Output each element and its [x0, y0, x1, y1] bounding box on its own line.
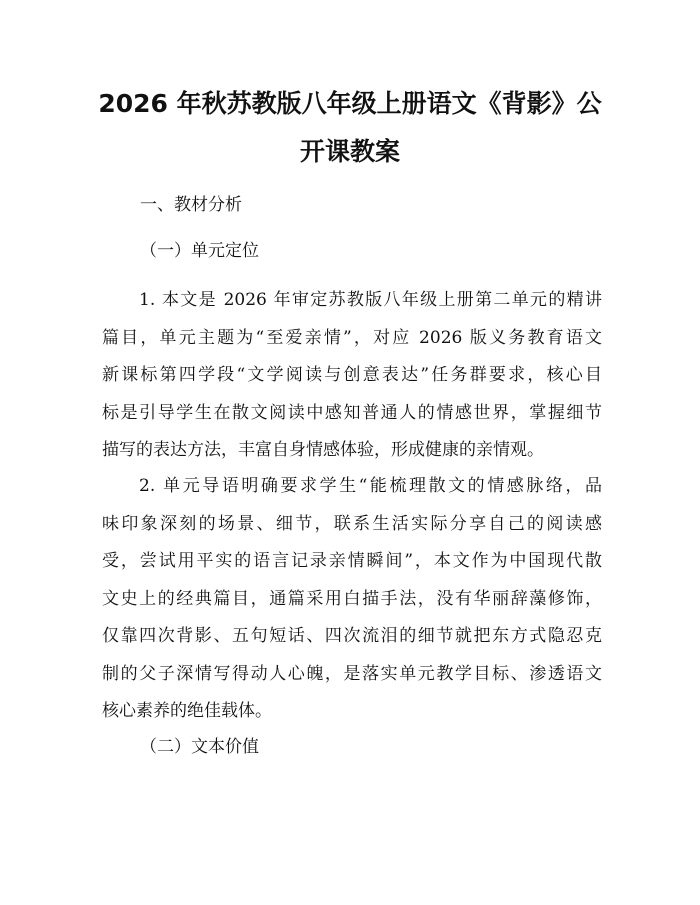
paragraph-line: 2. 单元导语明确要求学生“能梳理散文的情感脉络，品: [139, 476, 602, 496]
paragraph-1: [102, 282, 602, 470]
paragraph-line: 仅靠四次背影、五句短话、四次流泪的细节就把东方式隐忍克: [102, 626, 602, 646]
paragraph-line: 描写的表达方法，丰富自身情感体验，形成健康的亲情观。: [102, 440, 544, 460]
paragraph-line: 新课标第四学段“文学阅读与创意表达”任务群要求，核心目: [102, 365, 602, 385]
paragraph-line: 受，尝试用平实的语言记录亲情瞬间”，本文作为中国现代散: [102, 551, 602, 571]
subsection-heading-text-value: （二）文本价值: [140, 737, 259, 757]
section-heading-materials-analysis: 一、教材分析: [140, 195, 242, 215]
paragraph-line: 味印象深刻的场景、细节，联系生活实际分享自己的阅读感: [102, 513, 602, 534]
paragraph-2: [102, 468, 602, 731]
paragraph-line: 1. 本文是 2026 年审定苏教版八年级上册第二单元的精讲: [139, 290, 602, 310]
document-title-line-1: 2026 年秋苏教版八年级上册语文《背影》公: [98, 89, 602, 118]
paragraph-line: 文史上的经典篇目，通篇采用白描手法，没有华丽辞藻修饰，: [102, 588, 602, 609]
paragraph-line: 制的父子深情写得动人心魄，是落实单元教学目标、渗透语文: [102, 663, 602, 684]
subsection-heading-unit-position: （一）单元定位: [140, 241, 259, 261]
paragraph-line: 篇目，单元主题为“至爱亲情”，对应 2026 版义务教育语文: [102, 327, 602, 348]
paragraph-line: 核心素养的绝佳载体。: [102, 701, 272, 721]
paragraph-line: 标是引导学生在散文阅读中感知普通人的情感世界，掌握细节: [102, 402, 602, 423]
document-title-line-2: 开课教案: [299, 137, 400, 166]
